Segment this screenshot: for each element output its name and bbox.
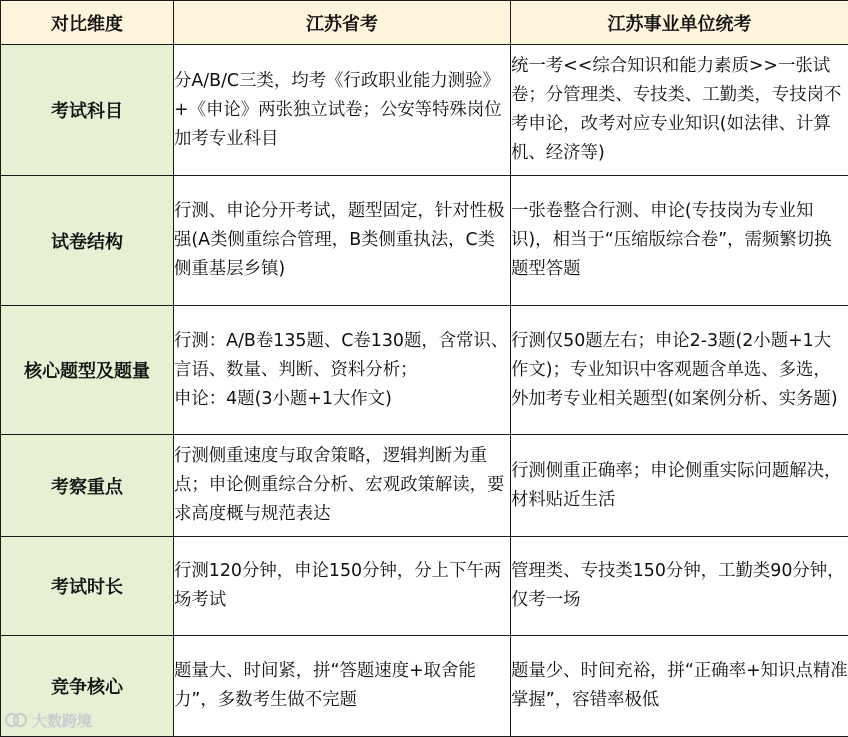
- header-dimension: 对比维度: [1, 1, 174, 45]
- cell-public-institution: 行测侧重正确率；申论侧重实际问题解决，材料贴近生活: [511, 435, 848, 537]
- row-dimension: 试卷结构: [1, 176, 174, 306]
- cell-public-institution: 行测仅50题左右；申论2-3题(2小题+1大作文)；专业知识中客观题含单选、多选，外加考专业相关题型(如案例分析、实务题): [511, 306, 848, 435]
- table-row: [1, 435, 848, 537]
- cell-public-institution: 管理类、专技类150分钟，工勤类90分钟，仅考一场: [511, 537, 848, 636]
- cell-civil-exam: 行测、申论分开考试，题型固定，针对性极强(A类侧重综合管理，B类侧重执法，C类侧重基层乡镇): [174, 176, 511, 306]
- watermark-text: 大数跨境: [32, 711, 93, 730]
- watermark: [4, 707, 92, 733]
- row-dimension: 考察重点: [1, 435, 174, 537]
- header-jiangsu-public-institution-exam: 江苏事业单位统考: [511, 1, 848, 45]
- cell-public-institution: 一张卷整合行测、申论(专技岗为专业知识)，相当于“压缩版综合卷”，需频繁切换题型答题: [511, 176, 848, 306]
- table-row: [1, 45, 848, 176]
- table-row: [1, 306, 848, 435]
- cell-public-institution: 统一考<<综合知识和能力素质>>一张试卷；分管理类、专技类、工勤类，专技岗不考申论，改考对应专业知识(如法律、计算机、经济等): [511, 45, 848, 176]
- cell-civil-exam: 分A/B/C三类，均考《行政职业能力测验》+《申论》两张独立试卷；公安等特殊岗位加考专业科目: [174, 45, 511, 176]
- row-dimension: 考试时长: [1, 537, 174, 636]
- row-dimension: 竞争核心: [1, 636, 174, 737]
- table-row: [1, 176, 848, 306]
- header-jiangsu-civil-exam: 江苏省考: [174, 1, 511, 45]
- row-dimension: 核心题型及题量: [1, 306, 174, 435]
- row-dimension: 考试科目: [1, 45, 174, 176]
- cell-civil-exam: 行测120分钟，申论150分钟，分上下午两场考试: [174, 537, 511, 636]
- header-row: [1, 1, 848, 45]
- cell-civil-exam: 行测侧重速度与取舍策略，逻辑判断为重点；申论侧重综合分析、宏观政策解读，要求高度概与规范表达: [174, 435, 511, 537]
- cell-civil-exam: 行测：A/B卷135题、C卷130题，含常识、言语、数量、判断、资料分析； 申论：4题(3小题+1大作文): [174, 306, 511, 435]
- table-row: [1, 636, 848, 737]
- cell-public-institution: 题量少、时间充裕，拼“正确率+知识点精准掌握”，容错率极低: [511, 636, 848, 737]
- cell-civil-exam: 题量大、时间紧，拼“答题速度+取舍能力”，多数考生做不完题: [174, 636, 511, 737]
- watermark-logo-icon: [4, 711, 28, 729]
- table-row: [1, 537, 848, 636]
